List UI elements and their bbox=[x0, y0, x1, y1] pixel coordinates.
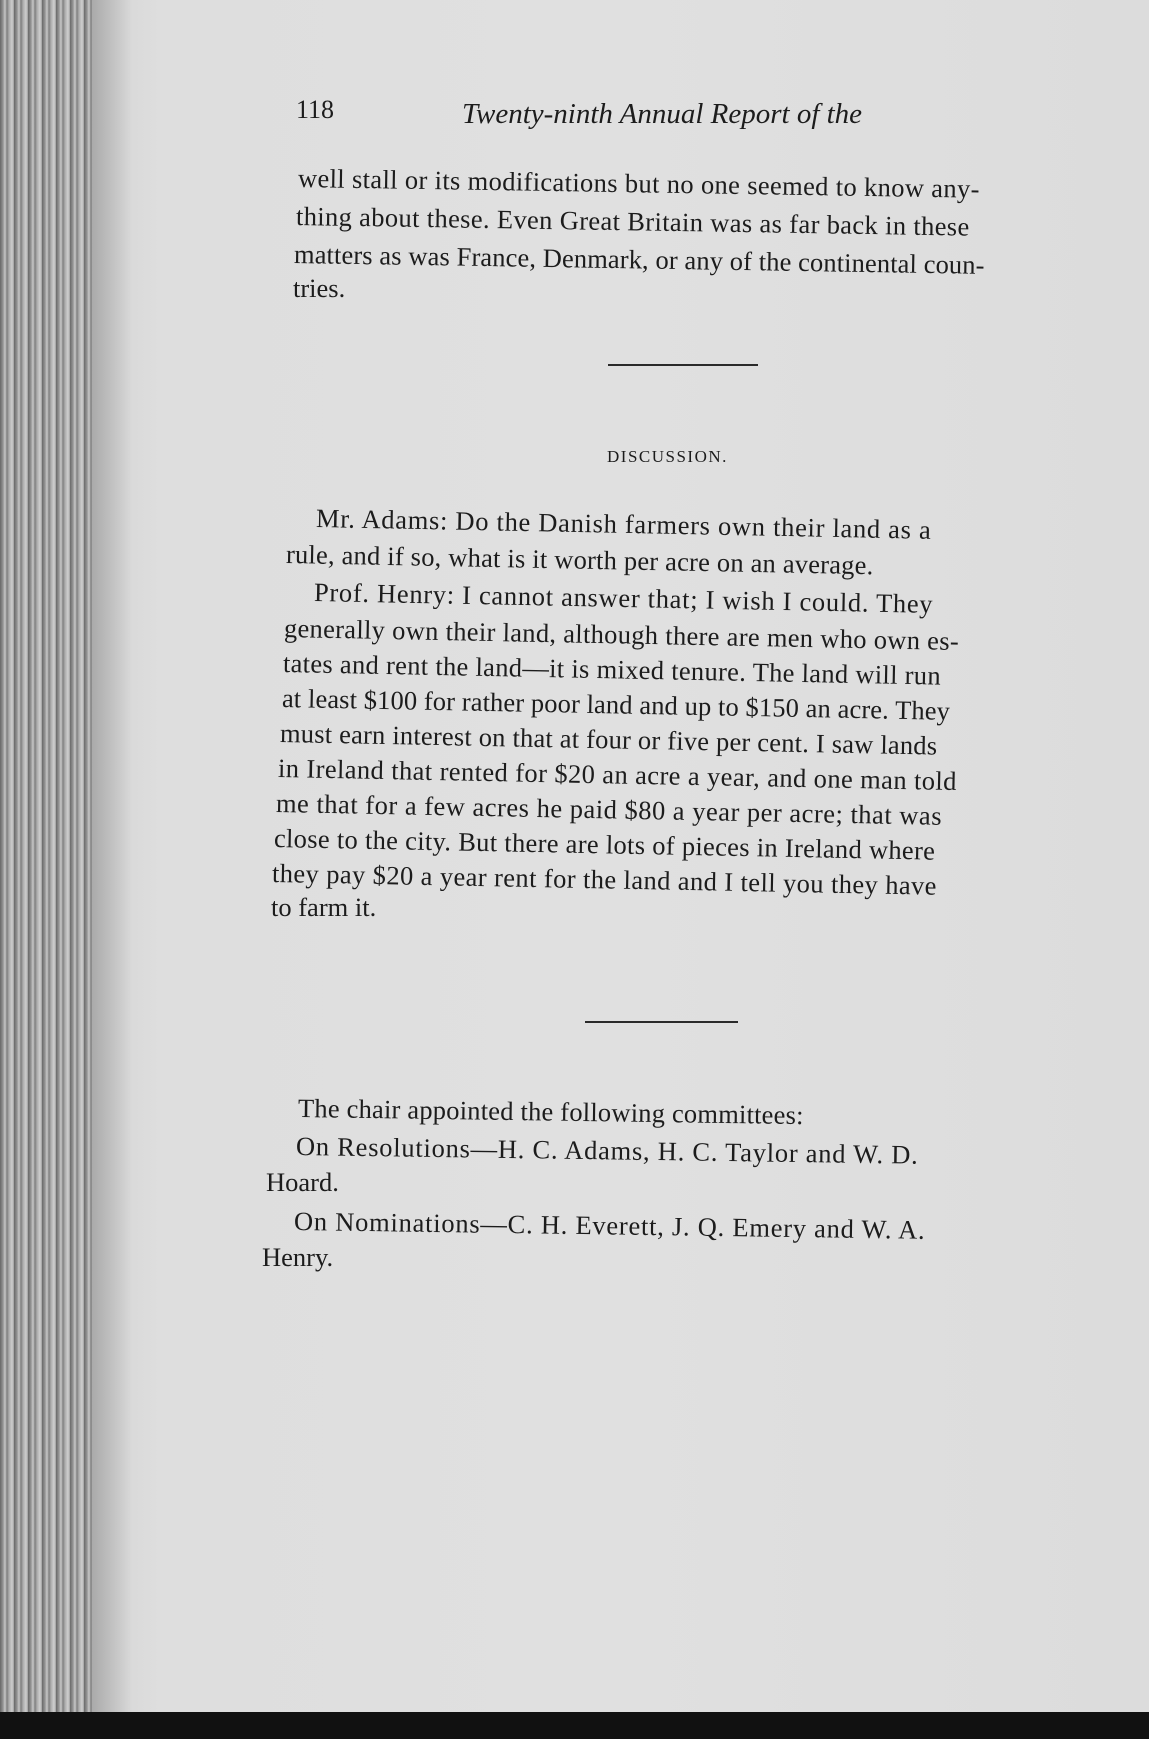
discussion-heading: DISCUSSION. bbox=[607, 447, 728, 466]
henry-line: at least $100 for rather poor land and up to $150 an acre. They bbox=[281, 683, 951, 726]
section-divider bbox=[608, 364, 758, 366]
gutter-shadow bbox=[92, 0, 132, 1712]
intro-line: thing about these. Even Great Britain was as far back in these bbox=[295, 201, 970, 242]
running-head: Twenty-ninth Annual Report of the bbox=[462, 98, 863, 130]
adams-line: Mr. Adams: Do the Danish farmers own their land as a bbox=[315, 503, 932, 545]
book-binding-edge bbox=[0, 0, 92, 1712]
page-number: 118 bbox=[296, 95, 335, 124]
henry-line: they pay $20 a year rent for the land and I tell you they have bbox=[271, 858, 938, 901]
henry-line: Prof. Henry: I cannot answer that; I wish I could. They bbox=[313, 577, 934, 619]
nominations-line: Henry. bbox=[262, 1242, 334, 1272]
section-divider bbox=[585, 1021, 738, 1023]
henry-line: to farm it. bbox=[271, 892, 377, 922]
nominations-line: On Nominations—C. H. Everett, J. Q. Emery and W. A. bbox=[293, 1206, 926, 1245]
resolutions-line: Hoard. bbox=[266, 1167, 339, 1197]
adams-line: rule, and if so, what is it worth per acre on an average. bbox=[285, 539, 874, 581]
intro-line: matters as was France, Denmark, or any of the continental coun- bbox=[293, 239, 985, 280]
henry-line: in Ireland that rented for $20 an acre a year, and one man told bbox=[277, 753, 958, 797]
henry-line: generally own their land, although there are men who own es- bbox=[283, 613, 960, 656]
intro-line: well stall or its modifications but no one seemed to know any- bbox=[297, 163, 981, 204]
scan-bottom-edge bbox=[0, 1712, 1149, 1739]
henry-line: tates and rent the land—it is mixed tenure. The land will run bbox=[282, 648, 942, 691]
committees-intro: The chair appointed the following committees: bbox=[297, 1093, 804, 1131]
henry-line: must earn interest on that at four or five per cent. I saw lands bbox=[279, 718, 938, 761]
henry-line: me that for a few acres he paid $80 a year per acre; that was bbox=[275, 788, 943, 831]
resolutions-line: On Resolutions—H. C. Adams, H. C. Taylor and W. D. bbox=[295, 1131, 919, 1170]
intro-line: tries. bbox=[293, 273, 346, 303]
henry-line: close to the city. But there are lots of pieces in Ireland where bbox=[273, 823, 936, 866]
